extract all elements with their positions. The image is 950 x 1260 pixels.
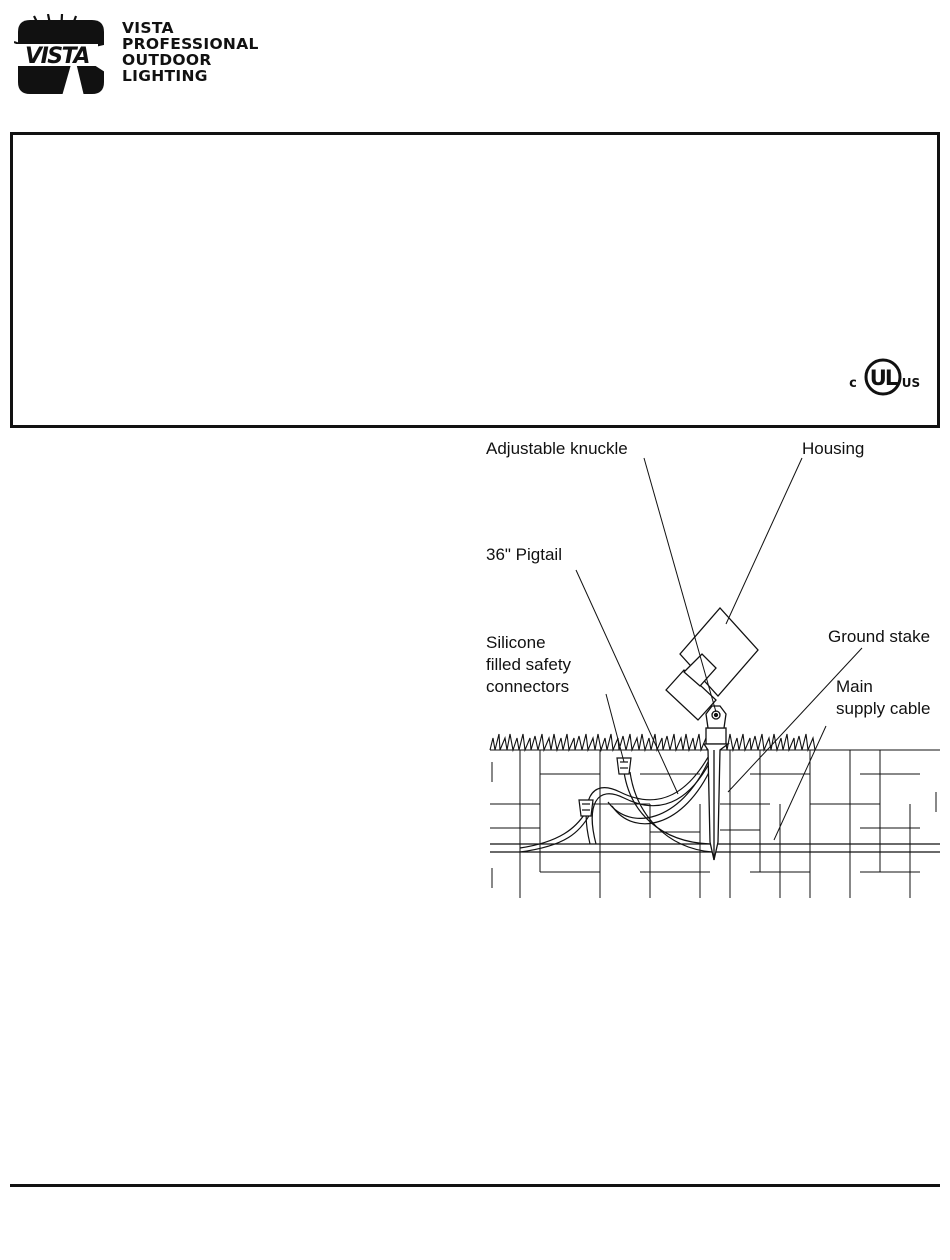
light-housing bbox=[666, 608, 758, 720]
brand-line: VISTA bbox=[122, 19, 174, 37]
vista-logo-icon bbox=[14, 14, 108, 96]
label-connectors: Silicone filled safety connectors bbox=[486, 633, 572, 696]
title-box bbox=[10, 132, 940, 428]
brand-line: PROFESSIONAL bbox=[122, 35, 259, 53]
label-supply-cable: Main supply cable bbox=[836, 677, 931, 718]
adjustable-knuckle bbox=[706, 706, 726, 728]
footer-rule bbox=[10, 1184, 940, 1187]
brand-line: LIGHTING bbox=[122, 67, 208, 85]
grass-line bbox=[490, 734, 815, 750]
brand-line: OUTDOOR bbox=[122, 51, 212, 69]
brand-name bbox=[122, 20, 259, 84]
installation-diagram bbox=[480, 432, 944, 908]
ground-stake bbox=[704, 728, 728, 860]
label-housing: Housing bbox=[802, 439, 865, 458]
logo-wordmark: VISTA bbox=[25, 44, 89, 69]
ul-left-text: c bbox=[849, 376, 857, 391]
label-ground-stake: Ground stake bbox=[828, 627, 931, 646]
cul-us-listing-mark bbox=[843, 357, 923, 397]
label-pigtail: 36" Pigtail bbox=[486, 545, 562, 564]
ul-right-text: US bbox=[901, 376, 921, 390]
brand-logo bbox=[14, 14, 314, 98]
ul-mark-text: UL bbox=[869, 366, 897, 390]
label-adjustable-knuckle: Adjustable knuckle bbox=[486, 439, 628, 458]
